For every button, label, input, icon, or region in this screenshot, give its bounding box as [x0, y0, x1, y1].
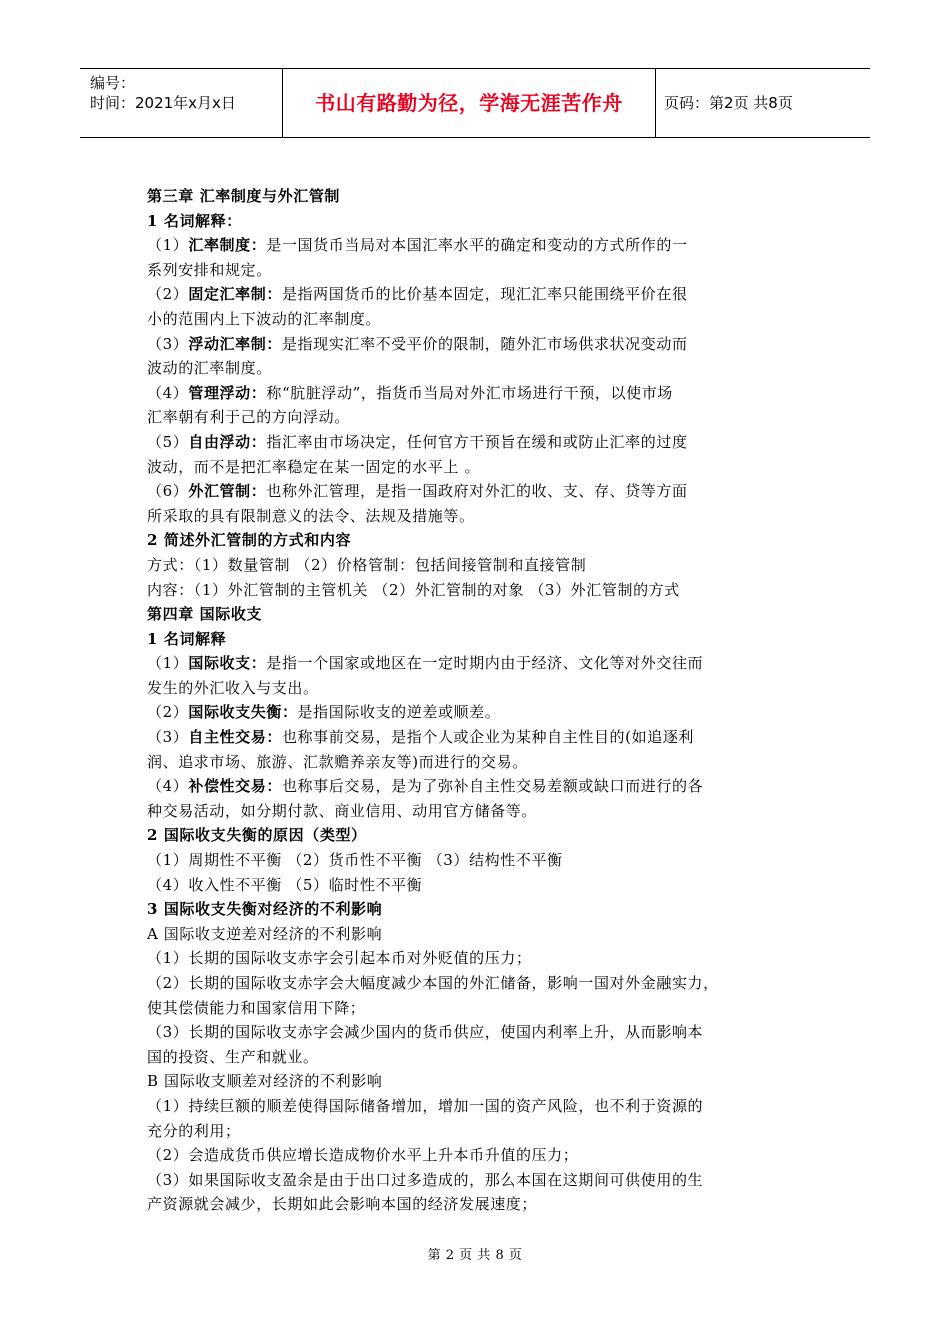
item-number: （2）: [147, 285, 189, 304]
text-line: [147, 676, 817, 701]
bold-term: 自主性交易：: [188, 728, 282, 747]
text-line: [147, 1094, 817, 1119]
text-line: [147, 873, 817, 898]
line-text: 充分的利用；: [147, 1121, 241, 1140]
bold-term: 浮动汇率制：: [188, 334, 282, 353]
text-line: [147, 578, 817, 603]
line-text: （3）如果国际收支盈余是由于出口过多造成的，那么本国在这期间可供使用的生: [147, 1170, 704, 1189]
header-motto: 书山有路勤为径，学海无涯苦作舟: [315, 91, 623, 115]
line-text: 使其偿债能力和国家信用下降；: [147, 998, 366, 1017]
text-line: [147, 209, 817, 234]
bold-term: 2 国际收支失衡的原因（类型）: [147, 826, 367, 845]
line-text: 也称外汇管理，是指一国政府对外汇的收、支、存、贷等方面: [266, 482, 688, 501]
text-line: [147, 1069, 817, 1094]
text-line: [147, 946, 817, 971]
text-line: [147, 1045, 817, 1070]
line-text: 是一国货币当局对本国汇率水平的确定和变动的方式所作的一: [266, 236, 688, 255]
text-line: [147, 799, 817, 824]
text-line: [147, 996, 817, 1021]
item-number: （5）: [147, 432, 189, 451]
text-line: [147, 823, 817, 848]
item-number: （2）: [147, 703, 189, 722]
item-number: （1）: [147, 236, 189, 255]
bold-term: 1 名词解释：: [147, 211, 242, 230]
text-line: [147, 405, 817, 430]
text-line: [147, 1020, 817, 1045]
bold-term: 国际收支失衡：: [188, 703, 298, 722]
text-line: [147, 282, 817, 307]
line-text: 称“肮脏浮动”，指货币当局对外汇市场进行干预，以使市场: [266, 383, 673, 402]
item-number: （6）: [147, 482, 189, 501]
text-line: [147, 430, 817, 455]
text-line: [147, 1168, 817, 1193]
line-text: A 国际收支逆差对经济的不利影响: [147, 924, 383, 943]
line-text: （2）会造成货币供应增长造成物价水平上升本币升值的压力；: [147, 1146, 579, 1165]
line-text: 是指国际收支的逆差或顺差。: [297, 703, 501, 722]
item-number: （3）: [147, 728, 189, 747]
line-text: （1）周期性不平衡 （2）货币性不平衡 （3）结构性不平衡: [147, 851, 563, 870]
item-number: （3）: [147, 334, 189, 353]
bold-term: 3 国际收支失衡对经济的不利影响: [147, 900, 383, 919]
line-text: 系列安排和规定。: [147, 260, 272, 279]
bold-term: 2 简述外汇管制的方式和内容: [147, 531, 352, 550]
text-line: [147, 479, 817, 504]
header-meta: [90, 73, 236, 113]
line-text: 是指一个国家或地区在一定时期内由于经济、文化等对外交往而: [266, 654, 704, 673]
line-text: 小的范围内上下波动的汇率制度。: [147, 309, 382, 328]
line-text: 润、追求市场、旅游、汇款赡养亲友等)而进行的交易。: [147, 752, 528, 771]
item-number: （4）: [147, 777, 189, 796]
page-header: [80, 68, 870, 138]
page-footer: 第 2 页 共 8 页: [427, 1248, 523, 1263]
text-line: [147, 627, 817, 652]
text-line: [147, 528, 817, 553]
line-text: （2）长期的国际收支赤字会大幅度减少本国的外汇储备，影响一国对外金融实力，: [147, 974, 719, 992]
text-line: [147, 651, 817, 676]
line-text: 也称事后交易，是为了弥补自主性交易差额或缺口而进行的各: [281, 777, 704, 796]
bold-term: 第三章 汇率制度与外汇管制: [147, 187, 341, 205]
document-body: [147, 184, 817, 1217]
text-line: [147, 602, 817, 627]
bold-term: 补偿性交易：: [188, 777, 282, 796]
bold-term: 国际收支：: [188, 654, 267, 673]
text-line: [147, 1119, 817, 1144]
number-label: 编号：: [90, 74, 136, 92]
text-line: [147, 725, 817, 750]
text-line: [147, 356, 817, 381]
text-line: [147, 1192, 817, 1217]
line-text: （1）持续巨额的顺差使得国际储备增加，增加一国的资产风险，也不利于资源的: [147, 1096, 704, 1115]
header-divider-right: [655, 69, 656, 137]
line-text: 方式：（1）数量管制 （2）价格管制：包括间接管制和直接管制: [147, 555, 587, 574]
line-text: 发生的外汇收入与支出。: [147, 678, 319, 697]
text-line: [147, 700, 817, 725]
line-text: 内容：（1）外汇管制的主管机关 （2）外汇管制的对象 （3）外汇管制的方式: [147, 580, 680, 599]
bold-term: 管理浮动：: [188, 383, 267, 402]
line-text: 产资源就会减少，长期如此会影响本国的经济发展速度；: [147, 1195, 538, 1214]
line-text: 是指现实汇率不受平价的限制，随外汇市场供求状况变动而: [281, 334, 688, 353]
text-line: [147, 455, 817, 480]
text-line: [147, 233, 817, 258]
line-text: 所采取的具有限制意义的法令、法规及措施等。: [147, 506, 475, 525]
line-text: B 国际收支顺差对经济的不利影响: [147, 1072, 383, 1091]
item-number: （4）: [147, 383, 189, 402]
line-text: 也称事前交易，是指个人或企业为某种自主性目的(如追逐利: [281, 728, 695, 747]
bold-term: 第四章 国际收支: [147, 605, 263, 624]
item-number: （1）: [147, 654, 189, 673]
line-text: （4）收入性不平衡 （5）临时性不平衡: [147, 875, 423, 894]
text-line: [147, 848, 817, 873]
text-line: [147, 332, 817, 357]
text-line: [147, 750, 817, 775]
text-line: [147, 774, 817, 799]
time-label: 时间：2021年x月x日: [90, 94, 236, 112]
bold-term: 1 名词解释: [147, 629, 227, 648]
text-line: [147, 553, 817, 578]
line-text: 汇率朝有利于己的方向浮动。: [147, 408, 350, 427]
text-line: [147, 381, 817, 406]
text-line: [147, 258, 817, 283]
text-line: [147, 184, 817, 209]
text-line: [147, 971, 817, 996]
line-text: 波动，而不是把汇率稳定在某一固定的水平上 。: [147, 457, 480, 476]
text-line: [147, 1143, 817, 1168]
line-text: （1）长期的国际收支赤字会引起本币对外贬值的压力；: [147, 949, 532, 968]
line-text: 种交易活动，如分期付款、商业信用、动用官方储备等。: [147, 801, 538, 820]
line-text: 指汇率由市场决定，任何官方干预旨在缓和或防止汇率的过度: [266, 432, 688, 451]
line-text: 波动的汇率制度。: [147, 359, 272, 378]
text-line: [147, 504, 817, 529]
bold-term: 汇率制度：: [188, 236, 267, 255]
line-text: 是指两国货币的比价基本固定，现汇汇率只能围绕平价在很: [281, 285, 688, 304]
bold-term: 固定汇率制：: [188, 285, 282, 304]
text-line: [147, 307, 817, 332]
line-text: （3）长期的国际收支赤字会减少国内的货币供应，使国内利率上升，从而影响本: [147, 1023, 704, 1042]
line-text: 国的投资、生产和就业。: [147, 1047, 319, 1066]
text-line: [147, 922, 817, 947]
text-line: [147, 897, 817, 922]
bold-term: 自由浮动：: [188, 432, 267, 451]
bold-term: 外汇管制：: [188, 482, 267, 501]
header-page-label: 页码：第2页 共8页: [664, 94, 793, 112]
